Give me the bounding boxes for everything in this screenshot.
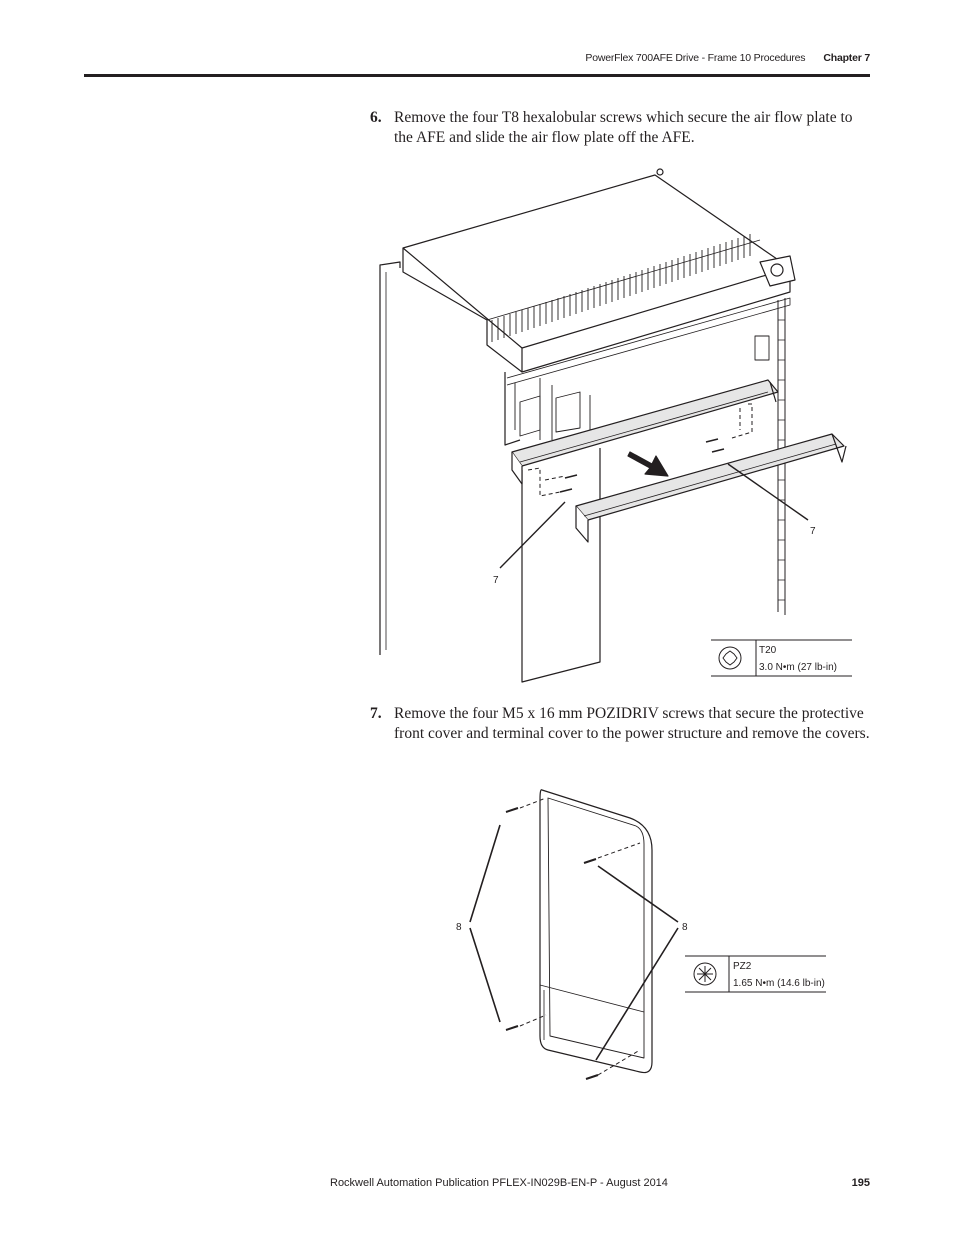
header-section-title: PowerFlex 700AFE Drive - Frame 10 Procedures xyxy=(585,52,806,64)
torque-value: 3.0 N•m (27 lb-in) xyxy=(759,662,837,673)
step-text: Remove the four T8 hexalobular screws which secure the air flow plate to the AFE and slide the air flow plate off the AFE. xyxy=(394,109,853,146)
torque-tool: PZ2 xyxy=(733,961,752,972)
callout-label: 8 xyxy=(456,922,462,933)
callout-label: 8 xyxy=(682,922,688,933)
callout-label: 7 xyxy=(810,526,816,537)
torque-tool: T20 xyxy=(759,645,777,656)
pozidriv-icon xyxy=(694,963,716,985)
header-chapter: Chapter 7 xyxy=(823,52,870,64)
step-number: 6. xyxy=(370,109,382,126)
torque-table-pz2 xyxy=(685,956,826,992)
footer-publication: Rockwell Automation Publication PFLEX-IN029B-EN-P - August 2014 xyxy=(330,1177,668,1189)
callout-label: 7 xyxy=(493,575,499,586)
step-text: Remove the four M5 x 16 mm POZIDRIV screws that secure the protective front cover and terminal cover to the power structure and remove the covers. xyxy=(394,705,870,742)
page-number: 195 xyxy=(851,1177,870,1189)
torque-value: 1.65 N•m (14.6 lb-in) xyxy=(733,978,825,989)
step-number: 7. xyxy=(370,705,382,722)
